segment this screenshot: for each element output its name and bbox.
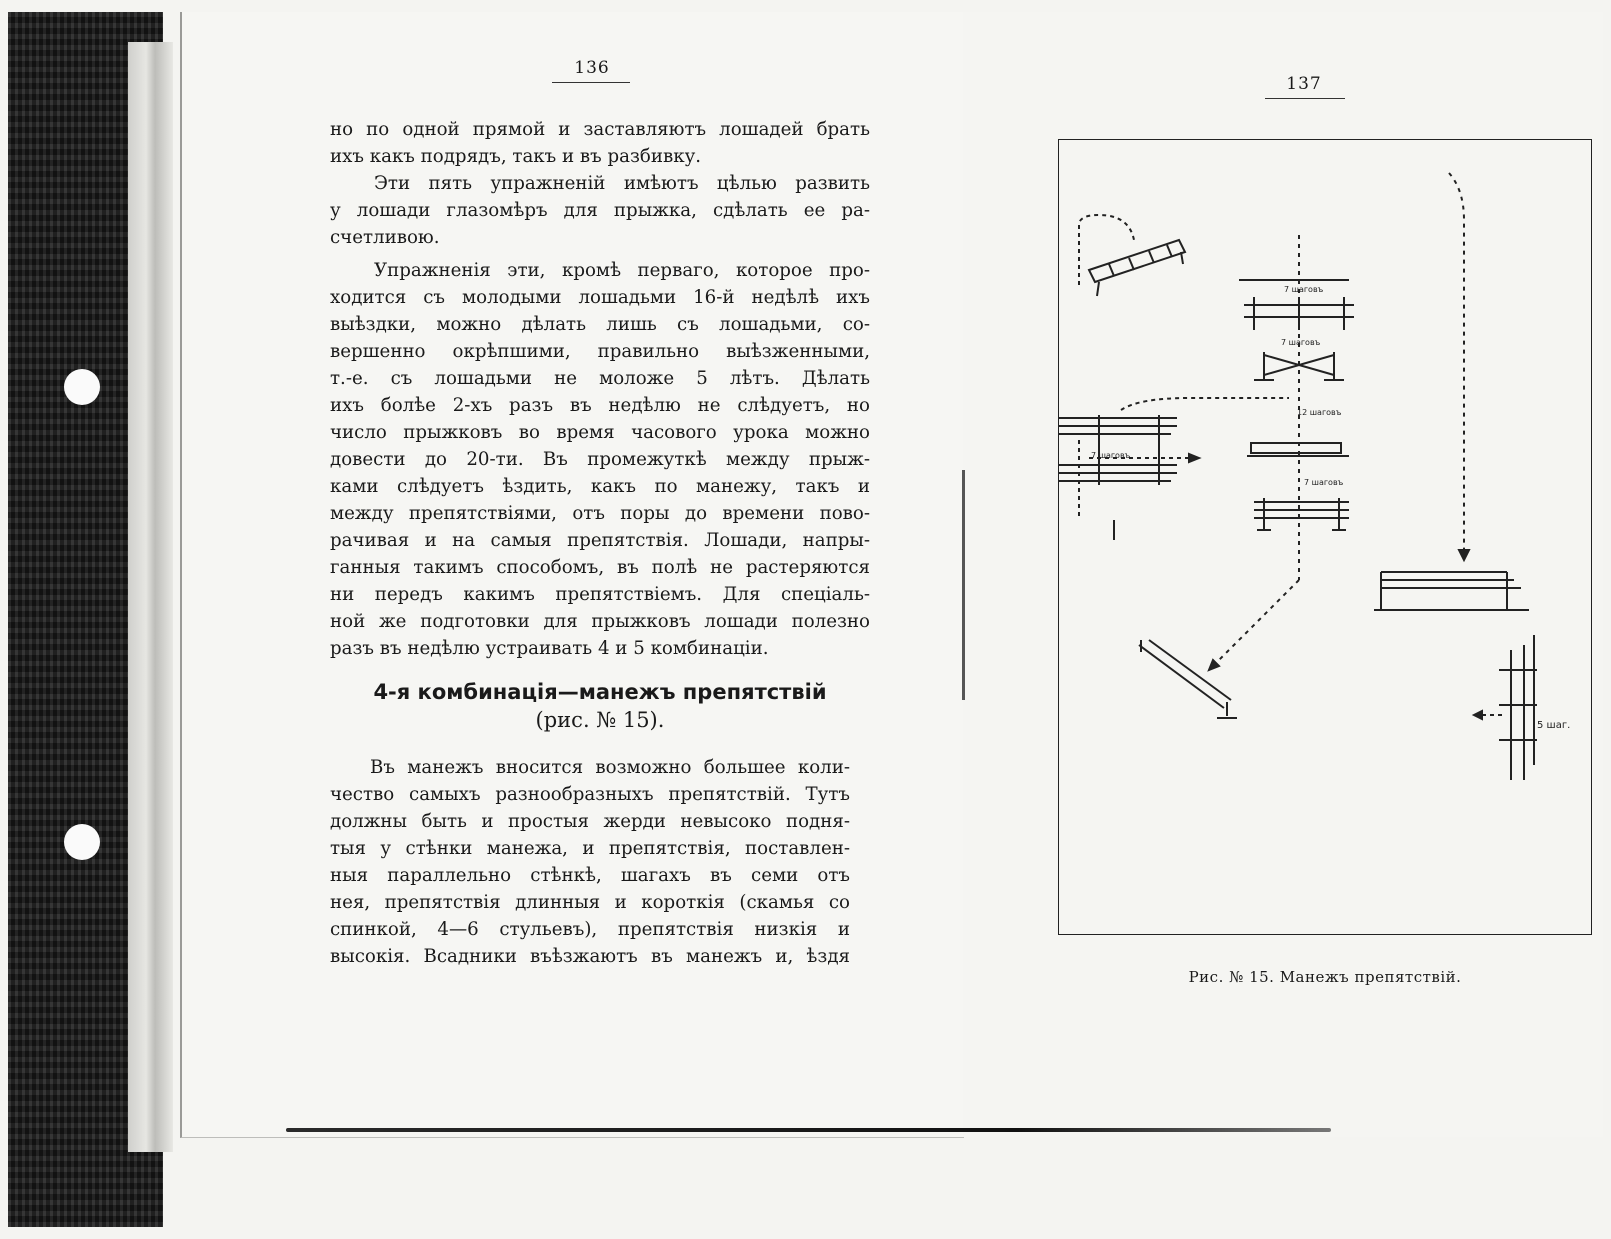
figure-15-arena-diagram bbox=[1058, 139, 1592, 935]
dashed-path bbox=[1209, 580, 1299, 670]
paragraph-2 bbox=[330, 170, 870, 251]
body-text-2 bbox=[330, 754, 850, 970]
section-heading: 4-я комбинація—манежъ препятствій bbox=[373, 680, 827, 704]
text-line: чество самыхъ разнообразныхъ препятствій. Тутъ bbox=[330, 784, 850, 805]
wall-rail-obstacle bbox=[1059, 415, 1177, 485]
binding-page-stack bbox=[128, 42, 173, 1152]
body-text bbox=[330, 116, 870, 662]
punch-hole-top bbox=[64, 369, 100, 405]
paragraph-1 bbox=[330, 116, 870, 170]
text-line: Эти пять упражненій имѣютъ цѣлью развить bbox=[374, 173, 870, 194]
diagonal-bench-obstacle bbox=[1139, 640, 1237, 718]
text-line: разъ въ недѣлю устраивать 4 и 5 комбинаціи. bbox=[330, 638, 769, 659]
page-number-rule-left bbox=[552, 82, 630, 83]
page-number-rule-right bbox=[1265, 98, 1345, 99]
page-shadow-edge bbox=[286, 1128, 1331, 1132]
arrowhead bbox=[1209, 660, 1219, 670]
text-line: ни передъ какимъ препятствіемъ. Для спеціаль- bbox=[330, 584, 870, 605]
double-rail-obstacle bbox=[1244, 297, 1354, 330]
distance-label: 7 шаговъ bbox=[1304, 478, 1344, 487]
text-line: между препятствіями, отъ поры до времени пово- bbox=[330, 503, 870, 524]
text-line: но по одной прямой и заставляютъ лошадей брать bbox=[330, 119, 870, 140]
text-line: ками слѣдуетъ ѣздить, какъ по манежу, такъ и bbox=[330, 476, 870, 497]
footed-rail-obstacle bbox=[1254, 498, 1349, 530]
text-line: спинкой, 4—6 стульевъ), препятствія низкія и bbox=[330, 919, 850, 940]
text-line: тыя у стѣнки манежа, и препятствія, поставлен- bbox=[330, 838, 850, 859]
page-number-left: 136 bbox=[574, 58, 610, 78]
text-line: рачивая и на самыя препятствія. Лошади, напры- bbox=[330, 530, 870, 551]
distance-label: 7 шаговъ bbox=[1284, 285, 1324, 294]
cross-obstacle bbox=[1254, 352, 1344, 380]
arena-diagram-svg bbox=[1059, 140, 1591, 934]
paragraph-3 bbox=[330, 257, 870, 662]
gutter-stitch bbox=[962, 470, 965, 700]
text-line: ганныя такимъ способомъ, въ полѣ не растеряются bbox=[330, 557, 870, 578]
text-line: т.-е. съ лошадьми не моложе 5 лѣтъ. Дѣлать bbox=[330, 368, 870, 389]
text-line: ихъ болѣе 2-хъ разъ въ недѣлю не слѣдуетъ, но bbox=[330, 395, 870, 416]
text-line: Упражненія эти, кромѣ перваго, которое про- bbox=[374, 260, 870, 281]
text-line: ходится съ молодыми лошадьми 16-й недѣлѣ ихъ bbox=[330, 287, 870, 308]
text-line: число прыжковъ во время часового урока можно bbox=[330, 422, 870, 443]
text-line: Въ манежъ вносится возможно большее коли- bbox=[370, 757, 850, 778]
punch-hole-bottom bbox=[64, 824, 100, 860]
book-binding bbox=[8, 12, 163, 1227]
text-line: нея, препятствія длинныя и короткія (скамья со bbox=[330, 892, 850, 913]
text-line: ихъ какъ подрядъ, такъ и въ разбивку. bbox=[330, 146, 702, 167]
distance-label: 12 шаговъ bbox=[1297, 408, 1342, 417]
dashed-path bbox=[1449, 173, 1464, 555]
distance-label: 5 шаг. bbox=[1537, 720, 1571, 731]
section-subheading: (рис. № 15). bbox=[535, 708, 665, 732]
dashed-path bbox=[1079, 215, 1134, 285]
figure-caption: Рис. № 15. Манежъ препятствій. bbox=[1188, 968, 1462, 986]
text-line: высокія. Всадники въѣзжаютъ въ манежъ и, ѣздя bbox=[330, 946, 850, 967]
vertical-ladder-obstacle bbox=[1499, 635, 1537, 780]
distance-label: 7 шаговъ bbox=[1091, 451, 1131, 460]
text-line: выѣздки, можно дѣлать лишь съ лошадьми, со- bbox=[330, 314, 870, 335]
text-line: у лошади глазомѣръ для прыжка, сдѣлать ее ра- bbox=[330, 200, 870, 221]
text-line: ныя параллельно стѣнкѣ, шагахъ въ семи отъ bbox=[330, 865, 850, 886]
distance-label: 7 шаговъ bbox=[1281, 338, 1321, 347]
arrowhead bbox=[1474, 711, 1482, 719]
text-line: должны быть и простыя жерди невысоко подня- bbox=[330, 811, 850, 832]
long-bench-obstacle bbox=[1374, 572, 1529, 610]
page-number-right: 137 bbox=[1286, 74, 1322, 94]
text-line: довести до 20-ти. Въ промежуткѣ между прыж- bbox=[330, 449, 870, 470]
text-line: ной же подготовки для прыжковъ лошади полезно bbox=[330, 611, 870, 632]
text-line: вершенно окрѣпшими, правильно выѣзженными, bbox=[330, 341, 870, 362]
dashed-path bbox=[1121, 398, 1289, 410]
text-line: счетливою. bbox=[330, 227, 440, 248]
arrowhead bbox=[1189, 454, 1199, 462]
ladder-obstacle bbox=[1089, 240, 1185, 296]
arrowhead bbox=[1459, 550, 1469, 560]
